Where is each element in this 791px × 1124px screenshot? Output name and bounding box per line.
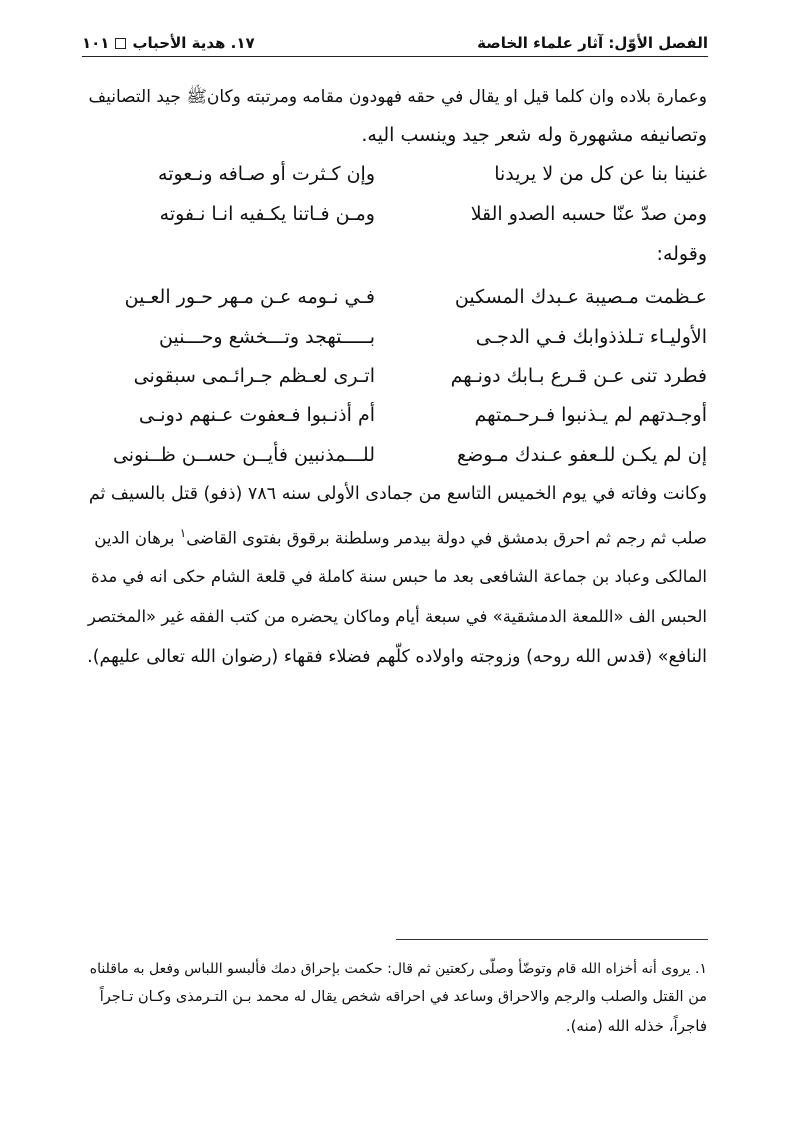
poem-2-verse-5-right: إن لم يكـن للـعفو عـندك مـوضع bbox=[457, 444, 707, 466]
footnote-line-1: ١. يروى أنه أخزاه الله قام وتوضّأ وصلّى ركعتين ثم قال: حكمت بإحراق دمك فألبسو اللباس وفعل به ماقلناه bbox=[89, 961, 707, 977]
poem-2-verse-4-left: أم أذنـبوا فـعفوت عـنهم دونـى bbox=[138, 404, 375, 426]
paragraph-2-line-2-text: صلب ثم رجم ثم احرق بدمشق في دولة بيدمر وسلطنة برقوق بفتوى القاضى bbox=[186, 528, 707, 548]
poem-2-verse-1-right: عـظمت مـصيبة عـبدك المسكين bbox=[454, 286, 707, 308]
paragraph-1-line-2: وتصانيفه مشهورة وله شعر جيد وينسب اليه. bbox=[361, 124, 707, 146]
paragraph-2-line-2 bbox=[83, 526, 707, 548]
poem-2-verse-2-right: الأوليـاء تـلذذوابك فـي الدجـى bbox=[475, 326, 707, 348]
book-title-group bbox=[82, 34, 255, 52]
footnote bbox=[83, 956, 707, 1041]
poem-2-verse-5-left: للـــمذنبين فأيــن حســن ظــنونى bbox=[112, 444, 375, 466]
poem-2-verse-3-right: فطرد تنى عـن قـرع بـابك دونـهم bbox=[450, 365, 707, 387]
page-header bbox=[82, 30, 708, 57]
poem-1-verse-1-left: وإن كـثرت أو صـافه ونـعوته bbox=[158, 163, 375, 185]
footnote-line-2: من القتل والصلب والرجم والاحراق وساعد في احراقه شخص يقال له محمد بـن التـرمذى وكـان تـاجراً bbox=[99, 989, 707, 1006]
paragraph-2-line-4: الحبس الف «اللمعة الدمشقية» في سبعة أيام وماكان يحضره من كتب الفقه غير «المختصر bbox=[87, 607, 707, 626]
footnote-line-3: فاجراً، خذله الله (منه). bbox=[565, 1016, 707, 1035]
paragraph-2-line-1: وكانت وفاته في يوم الخميس التاسع من جمادى الأولى سنه ٧٨٦ (ذفو) قتل بالسيف ثم bbox=[88, 484, 707, 504]
paragraph-2-line-3: المالكى وعباد بن جماعة الشافعى بعد ما حبس سنة كاملة في قلعة الشام حكى انه في مدة bbox=[91, 567, 707, 586]
poem-1-verse-2-left: ومـن فـاتنا يكـفيه انـا نـفوته bbox=[159, 203, 375, 225]
poem-2-verse-1-left: فـي نـومه عـن مـهر حـور العـين bbox=[124, 286, 375, 308]
chapter-title: الفصل الأوّل: آثار علماء الخاصة bbox=[477, 34, 708, 52]
paragraph-1-line-1: وعمارة بلاده وان كلما قيل او يقال في حقه فهودون مقامه ومرتبته وكانﷺ جيد التصانيف bbox=[88, 87, 707, 107]
poem-1-verse-1-right: غنينا بنا عن كل من لا يريدنا bbox=[494, 163, 707, 185]
poem-1-verse-2-right: ومن صدّ عنّا حسبه الصدو القلا bbox=[470, 203, 707, 225]
paragraph-2-line-2-tail: برهان الدين bbox=[94, 528, 180, 548]
poem-2-verse-3-left: اتـرى لعـظم جـرائـمى سبقونى bbox=[133, 365, 375, 387]
poem-2-verse-4-right: أوجـدتهم لم يـذنبوا فـرحـمتهم bbox=[474, 404, 707, 426]
paragraph-2-line-5: النافع» (قدس الله روحه) وزوجته واولاده كلّهم فضلاء فقهاء (رضوان الله تعالى عليهم). bbox=[87, 647, 707, 667]
page-number: ١٠١ bbox=[82, 34, 110, 52]
book-title: ١٧. هدية الأحباب bbox=[132, 34, 255, 52]
poem-2-verse-2-left: بـــــتهجد وتـــخشع وحـــنين bbox=[159, 326, 375, 348]
footnote-separator bbox=[396, 939, 708, 940]
footnote-reference: ١ bbox=[179, 526, 187, 540]
square-separator-icon bbox=[115, 38, 126, 49]
poem-2-intro: وقوله: bbox=[656, 243, 707, 265]
